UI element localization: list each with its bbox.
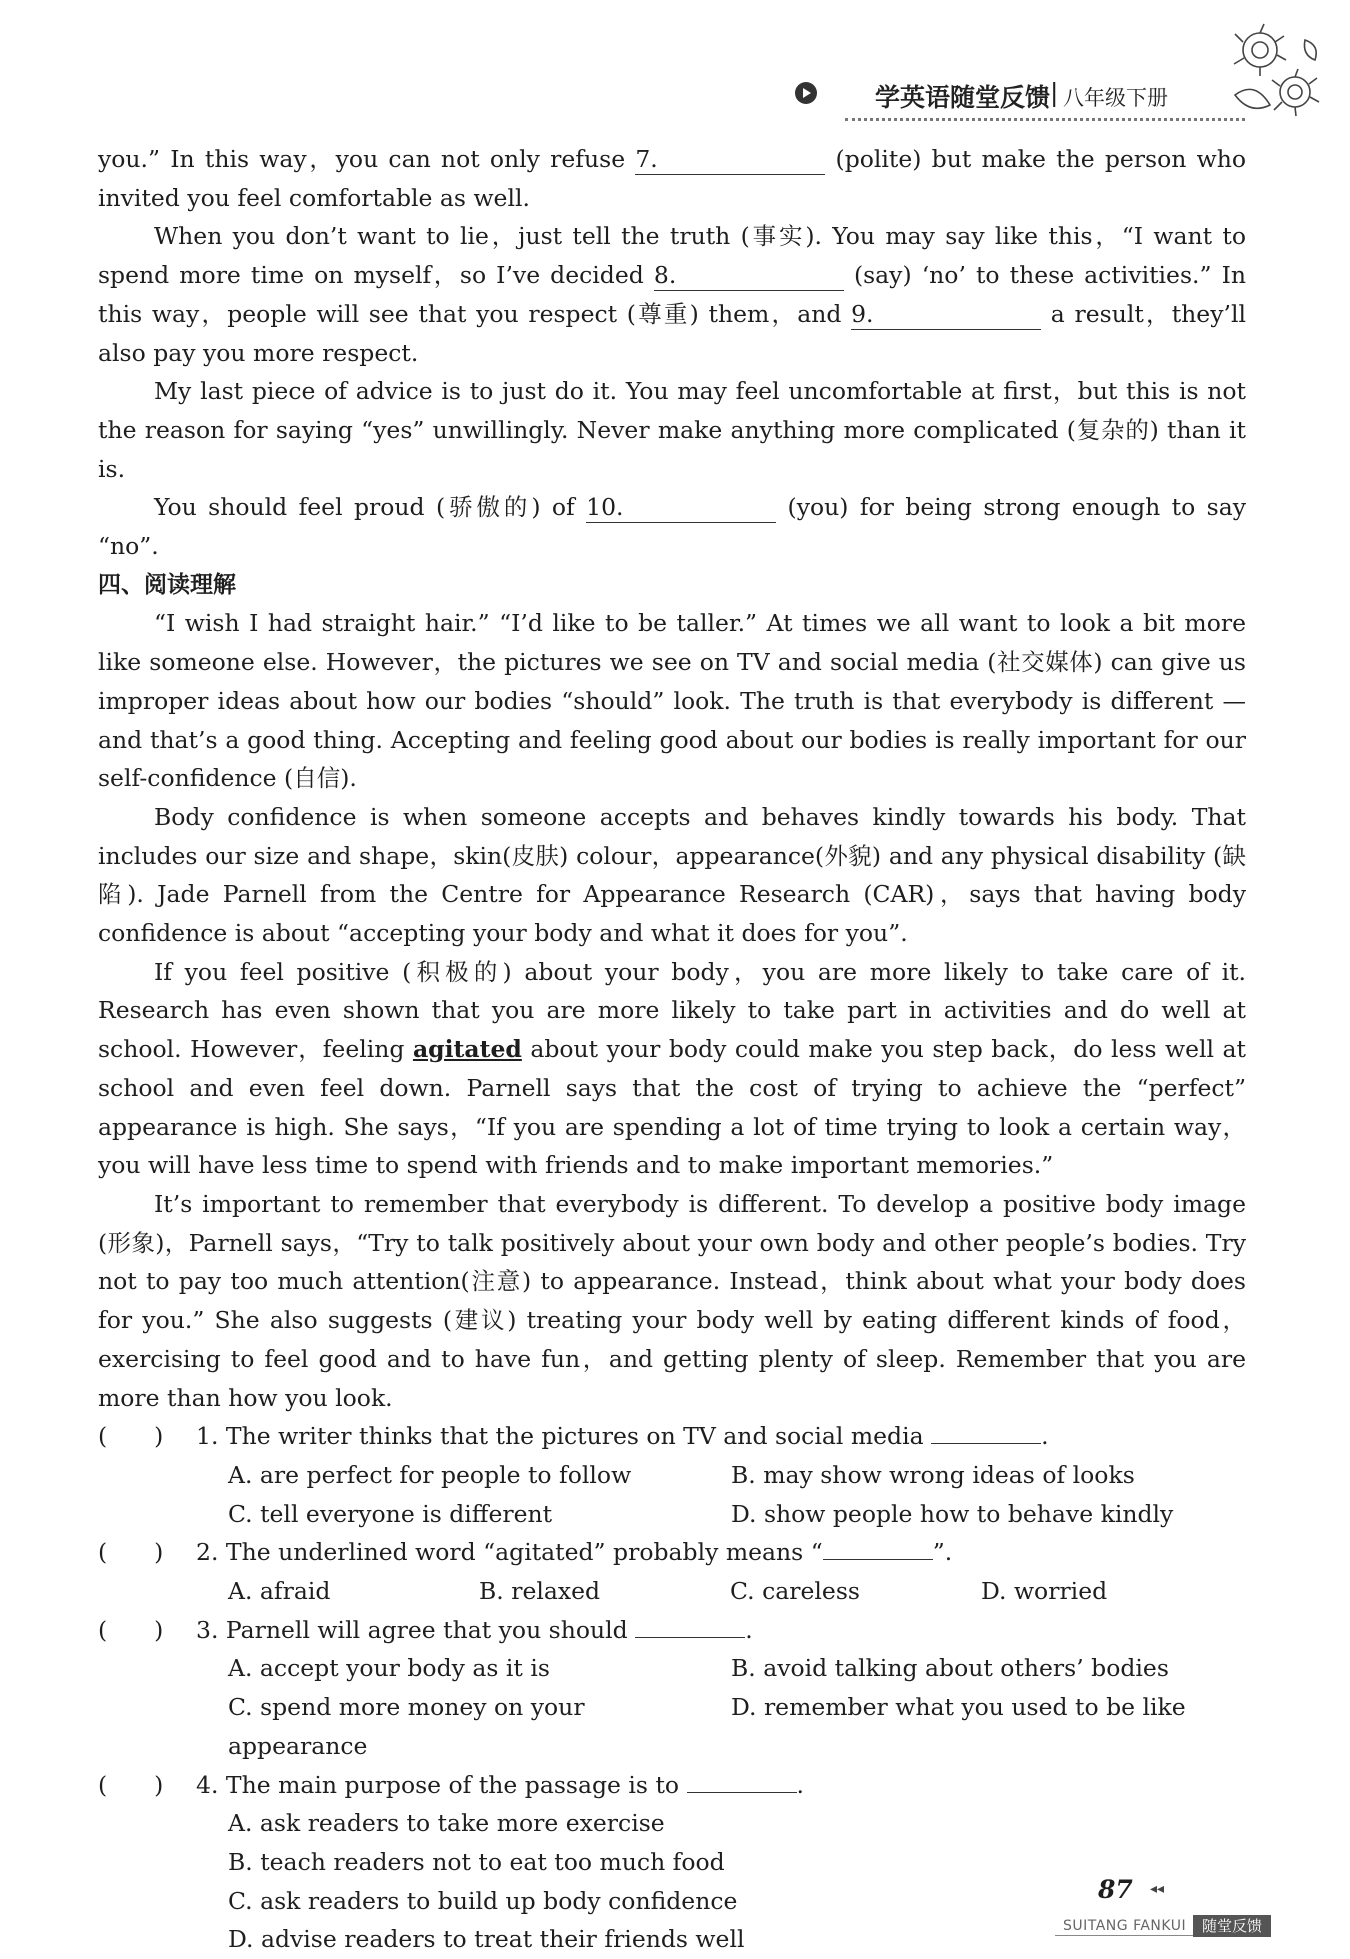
book-title: 学英语随堂反馈: [875, 83, 1051, 112]
option-b: B. may show wrong ideas of looks: [731, 1460, 1135, 1489]
brand-chinese: 随堂反馈: [1193, 1915, 1271, 1937]
section-title: 四、阅读理解: [98, 571, 236, 598]
option-a: A. accept your body as it is: [228, 1654, 550, 1683]
option-a: A. ask readers to take more exercise: [228, 1809, 665, 1838]
question-2-options: [98, 1572, 1246, 1611]
page-footer: [0, 1875, 1350, 1955]
cloze-paragraph-3: My last piece of advice is to just do it. You may feel uncomfortable at first，but this is not the reason for saying “yes” unwillingly. Never make anything more complicated (复杂的) than it is.: [98, 377, 1246, 483]
option-a: A. are perfect for people to follow: [228, 1460, 632, 1489]
blank-10: 10.: [586, 492, 776, 523]
play-icon: [795, 82, 817, 104]
answer-paren[interactable]: ( ): [98, 1422, 164, 1451]
footer-brand: [1055, 1915, 1275, 1937]
option-c: C. spend more money on your appearance: [228, 1693, 585, 1760]
option-c: C. tell everyone is different: [228, 1499, 553, 1528]
option-d: D. show people how to behave kindly: [731, 1499, 1174, 1528]
option-b: B. relaxed: [479, 1577, 601, 1606]
reading-paragraph-2: Body confidence is when someone accepts and behaves kindly towards his body. That includes our size and shape，skin(皮肤) colour，appearance(外貌) and any physical disability (缺陷). Jade Parnell from the Centre for Appearance Research (CAR)，says that having body confidence is about “accepting your body and what it does for you”.: [98, 802, 1246, 948]
page-header: [795, 70, 1265, 130]
answer-paren[interactable]: ( ): [98, 1615, 164, 1644]
question-1: ( ) 1. The writer thinks that the pictures on TV and social media .: [98, 1417, 1246, 1456]
reading-paragraph-1: “I wish I had straight hair.” “I’d like to be taller.” At times we all want to look a bit more like someone else. However，the pictures we see on TV and social media (社交媒体) can give us improper ideas about how our bodies “should” look. The truth is that everybody is different — and that’s a good thing. Accepting and feeling good about our bodies is really important for our self-confidence (自信).: [98, 609, 1246, 793]
option-b: B. teach readers not to eat too much food: [228, 1847, 725, 1876]
option-b: B. avoid talking about others’ bodies: [731, 1654, 1169, 1683]
page-number: 87: [1098, 1875, 1133, 1904]
question-1-options-row-2: [98, 1495, 1246, 1534]
question-4: ( ) 4. The main purpose of the passage is to .: [98, 1766, 1246, 1805]
answer-paren[interactable]: ( ): [98, 1770, 164, 1799]
brand-english: SUITANG FANKUI: [1063, 1918, 1187, 1934]
reading-paragraph-4: It’s important to remember that everybody is different. To develop a positive body image (形象)，Parnell says，“Try to talk positively about your own body and other people’s bodies. Try not to pay too much attention(注意) to appearance. Instead，think about what your body does for you.” She also suggests (建议) treating your body well by eating different kinds of food，exercising to feel good and to have fun，and getting plenty of sleep. Remember that you are more than how you look.: [98, 1189, 1246, 1412]
answer-paren[interactable]: ( ): [98, 1538, 164, 1567]
double-arrow-icon: ◂◂: [1150, 1881, 1165, 1897]
question-3: ( ) 3. Parnell will agree that you should .: [98, 1611, 1246, 1650]
blank-8: 8.: [654, 260, 844, 291]
option-d: D. worried: [981, 1577, 1108, 1606]
question-3-options-row-2: [98, 1688, 1246, 1765]
cloze-paragraph-2: When you don’t want to lie，just tell the truth (事实). You may say like this，“I want to spend more time on myself，so I’ve decided 8. (say) ‘no’ to these activities.” In this way，people will see that you respect (尊重) them，and 9. a result，they’ll also pay you more respect.: [98, 222, 1246, 367]
title-separator: |: [1050, 78, 1059, 107]
question-4-option-a: [98, 1804, 1246, 1843]
underlined-word: agitated: [412, 1035, 522, 1064]
question-3-options-row-1: [98, 1649, 1246, 1688]
option-d: D. advise readers to treat their friends well: [228, 1925, 745, 1954]
header-dotted-rule: [845, 118, 1245, 121]
grade-label: 八年级下册: [1063, 86, 1168, 110]
blank-9: 9.: [851, 299, 1041, 330]
blank-7: 7.: [635, 144, 825, 175]
option-a: A. afraid: [228, 1577, 331, 1606]
option-c: C. careless: [730, 1577, 860, 1606]
question-1-options-row-1: [98, 1456, 1246, 1495]
option-c: C. ask readers to build up body confidence: [228, 1886, 738, 1915]
reading-paragraph-3: If you feel positive (积极的) about your body，you are more likely to take care of it. Research has even shown that you are more likely to take part in activities and do well at school. However，feeling agitated about your body could make you step back，do less well at school and even feel down. Parnell says that the cost of trying to achieve the “perfect” appearance is high. She says，“If you are spending a lot of time trying to look a certain way，you will have less time to spend with friends and to make important memories.”: [98, 957, 1246, 1180]
question-2: ( ) 2. The underlined word “agitated” probably means “ ”.: [98, 1533, 1246, 1572]
flower-decoration-icon: [1220, 20, 1330, 130]
cloze-paragraph-4: You should feel proud (骄傲的) of 10. (you) for being strong enough to say “no”.: [98, 493, 1246, 561]
cloze-paragraph-1: you.” In this way，you can not only refuse 7. (polite) but make the person who invited you feel comfortable as well.: [98, 145, 1246, 212]
option-d: D. remember what you used to be like: [731, 1693, 1186, 1722]
